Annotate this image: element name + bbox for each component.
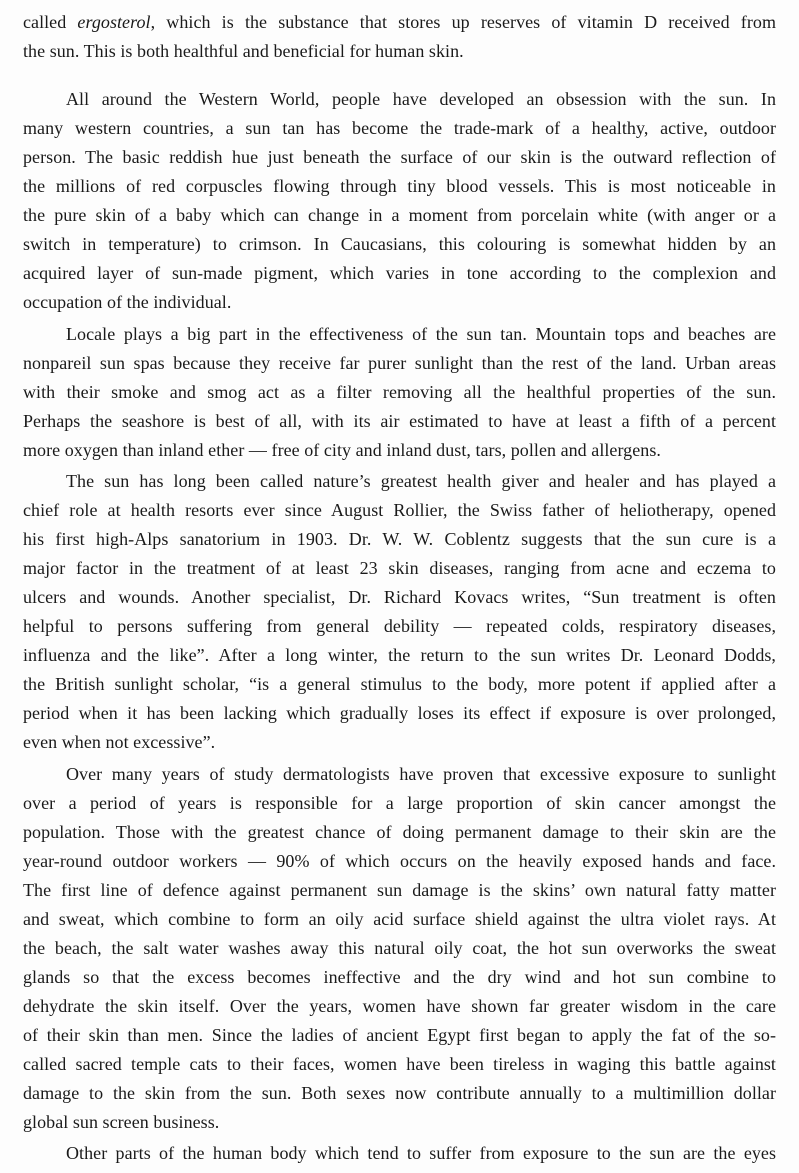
text-line: over a period of years is responsible for a large proportion of skin cancer amongst the [23,793,776,813]
text-line: Other parts of the human body which tend to suffer from exposure to the sun are the eyes [66,1143,776,1163]
text-line: person. The basic reddish hue just beneath the surface of our skin is the outward reflection of [23,147,776,167]
text-line: more oxygen than inland ether — free of city and inland dust, tars, pollen and allergens. [23,440,661,460]
text-line: global sun screen business. [23,1112,220,1132]
text-line: nonpareil sun spas because they receive far purer sunlight than the rest of the land. Urban areas [23,353,776,373]
text-line: called sacred temple cats to their faces, women have been tireless in waging this battle against [23,1054,776,1074]
text-line: Locale plays a big part in the effectiveness of the sun tan. Mountain tops and beaches are [66,324,776,344]
text-line: The first line of defence against permanent sun damage is the skins’ own natural fatty matter [23,880,776,900]
italic-term: ergosterol [77,12,151,32]
text-line: many western countries, a sun tan has become the trade-mark of a healthy, active, outdoor [23,118,776,138]
text-line: the beach, the salt water washes away this natural oily coat, the hot sun overworks the sweat [23,938,776,958]
text-line: the British sunlight scholar, “is a general stimulus to the body, more potent if applied after a [23,674,776,694]
text-line: glands so that the excess becomes ineffective and the dry wind and hot sun combine to [23,967,776,987]
text-line: major factor in the treatment of at least 23 skin diseases, ranging from acne and eczema to [23,558,776,578]
text-line: of their skin than men. Since the ladies of ancient Egypt first began to apply the fat of the so- [23,1025,776,1045]
text-run: , which is the substance that stores up reserves of vitamin D received from [150,12,776,32]
text-line: period when it has been lacking which gradually loses its effect if exposure is over prolonged, [23,703,776,723]
text-line: his first high-Alps sanatorium in 1903. Dr. W. W. Coblentz suggests that the sun cure is a [23,529,776,549]
text-line: influenza and the like”. After a long winter, the return to the sun writes Dr. Leonard Dodds, [23,645,776,665]
text-line: Over many years of study dermatologists have proven that excessive exposure to sunlight [66,764,776,784]
text-line: year-round outdoor workers — 90% of which occurs on the heavily exposed hands and face. [23,851,776,871]
text-line: ulcers and wounds. Another specialist, Dr. Richard Kovacs writes, “Sun treatment is often [23,587,776,607]
text-line: All around the Western World, people have developed an obsession with the sun. In [66,89,776,109]
text-line: even when not excessive”. [23,732,216,752]
text-line: with their smoke and smog act as a filter removing all the healthful properties of the sun. [23,382,776,402]
text-line: the pure skin of a baby which can change in a moment from porcelain white (with anger or a [23,205,776,225]
text-line: chief role at health resorts ever since August Rollier, the Swiss father of heliotherapy, opened [23,500,776,520]
text-line: The sun has long been called nature’s greatest health giver and healer and has played a [66,471,776,491]
text-line: damage to the skin from the sun. Both sexes now contribute annually to a multimillion dollar [23,1083,776,1103]
text-line: acquired layer of sun-made pigment, which varies in tone according to the complexion and [23,263,776,283]
text-line: dehydrate the skin itself. Over the years, women have shown far greater wisdom in the care [23,996,776,1016]
text-line: Perhaps the seashore is best of all, with its air estimated to have at least a fifth of a percent [23,411,776,431]
text-line: and sweat, which combine to form an oily acid surface shield against the ultra violet rays. At [23,909,776,929]
text-line [23,11,776,33]
text-run: called [23,12,78,32]
text-line: the sun. This is both healthful and beneficial for human skin. [23,41,464,61]
text-line: occupation of the individual. [23,292,232,312]
text-line: population. Those with the greatest chance of doing permanent damage to their skin are the [23,822,776,842]
text-line: helpful to persons suffering from general debility — repeated colds, respiratory diseases, [23,616,776,636]
text-line: the millions of red corpuscles flowing through tiny blood vessels. This is most noticeable in [23,176,776,196]
text-line: switch in temperature) to crimson. In Caucasians, this colouring is somewhat hidden by an [23,234,776,254]
